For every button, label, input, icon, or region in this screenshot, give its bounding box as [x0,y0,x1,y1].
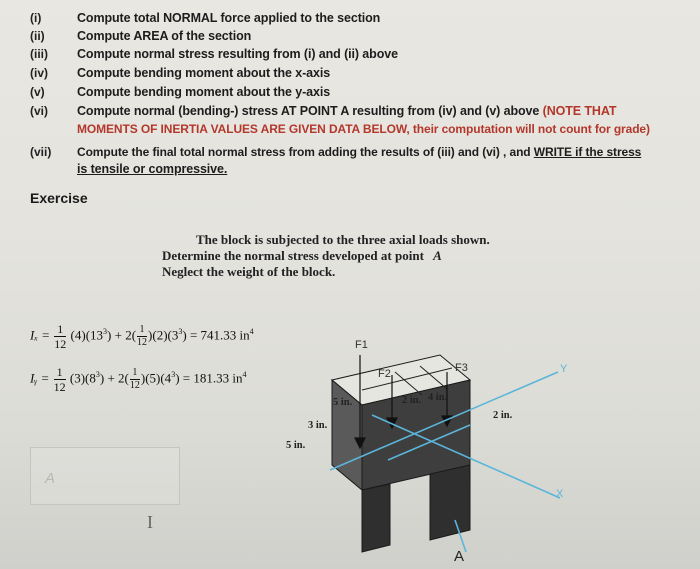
iy-exp1: 3 [95,370,100,380]
dim-4in: 4 in. [428,392,448,403]
axis-label-x: X [556,488,564,500]
iy-result-exp: 4 [242,370,247,380]
ix-term2: )(2)(3 [148,327,179,343]
fraction-numerator: 1 [130,368,140,380]
instruction-number: (ii) [30,29,45,43]
text-cursor-icon: I [147,512,153,532]
dim-5in: 5 in. [333,397,353,408]
instruction-text: Compute total NORMAL force applied to the section [77,11,381,25]
instruction-text: Compute normal (bending-) stress AT POINT A resulting from (iv) and (v) above [77,104,540,118]
ix-exp1: 3 [103,327,108,337]
instruction-number: (v) [30,85,45,99]
force-label-f3: F3 [455,362,468,374]
iy-term2: )(5)(4 [140,370,172,386]
iy-exp2: 3 [171,370,176,380]
note-open: (NOTE THAT [542,104,617,118]
dim-5in-b: 5 in. [286,440,306,451]
instruction-text: is tensile or compressive. [77,162,228,176]
problem-line: Neglect the weight of the block. [162,264,336,279]
ix-lhs: Iₓ = [30,327,51,343]
problem-line: The block is subjected to the three axial loads shown. [196,232,490,247]
instruction-number: (vi) [30,104,48,118]
exercise-title: Exercise [30,190,88,206]
ix-result-exp: 4 [249,327,254,337]
note-text: MOMENTS OF INERTIA VALUES ARE GIVEN DATA BELOW, their computation will not count for grade) [77,122,650,136]
instruction-number: (iv) [30,66,48,80]
iy-result: ) = 181.33 in [175,370,243,386]
ix-term1: (4)(13 [70,327,104,343]
instruction-number: (iii) [30,47,48,61]
instruction-text: Compute the final total normal stress from adding the results of (iii) and (vi) , and [77,145,531,159]
iy-lhs: Iᵧ = [30,370,50,386]
instruction-text: Compute bending moment about the x-axis [77,66,331,80]
instruction-number: (i) [30,11,42,25]
block-left-leg [362,484,390,552]
write-stress-note: WRITE if the stress [533,145,642,159]
iy-mid: ) + 2( [99,370,129,386]
fraction-denominator: 12 [54,337,67,351]
instruction-text: Compute AREA of the section [77,29,252,43]
problem-line: Determine the normal stress developed at point [162,248,424,263]
iy-term1: (3)(8 [69,370,96,386]
fraction-denominator: 12 [129,380,140,391]
fraction-denominator: 12 [53,380,66,394]
fraction-numerator: 1 [54,366,66,380]
block-drawing [332,355,470,552]
axis-label-y: Y [560,363,568,375]
ix-exp2: 3 [178,327,183,337]
instruction-text: Compute bending moment about the y-axis [77,85,331,99]
point-label: A [433,248,442,263]
force-label-f2: F2 [378,368,391,380]
block-right-leg [430,465,470,540]
fraction-denominator: 12 [137,337,148,348]
instruction-number: (vii) [30,145,52,159]
handwritten-letter: A [45,470,56,487]
instruction-text: Compute normal stress resulting from (i) and (ii) above [77,47,398,61]
fraction-numerator: 1 [137,325,147,337]
ix-result: ) = 741.33 in [182,327,250,343]
ix-mid: ) + 2( [107,327,137,343]
force-label-f1: F1 [355,339,368,351]
dim-2in: 2 in. [402,395,422,406]
dim-3in: 3 in. [308,420,328,431]
fraction-numerator: 1 [54,323,66,337]
point-a-label: A [454,548,465,565]
dim-2in-b: 2 in. [493,410,513,421]
